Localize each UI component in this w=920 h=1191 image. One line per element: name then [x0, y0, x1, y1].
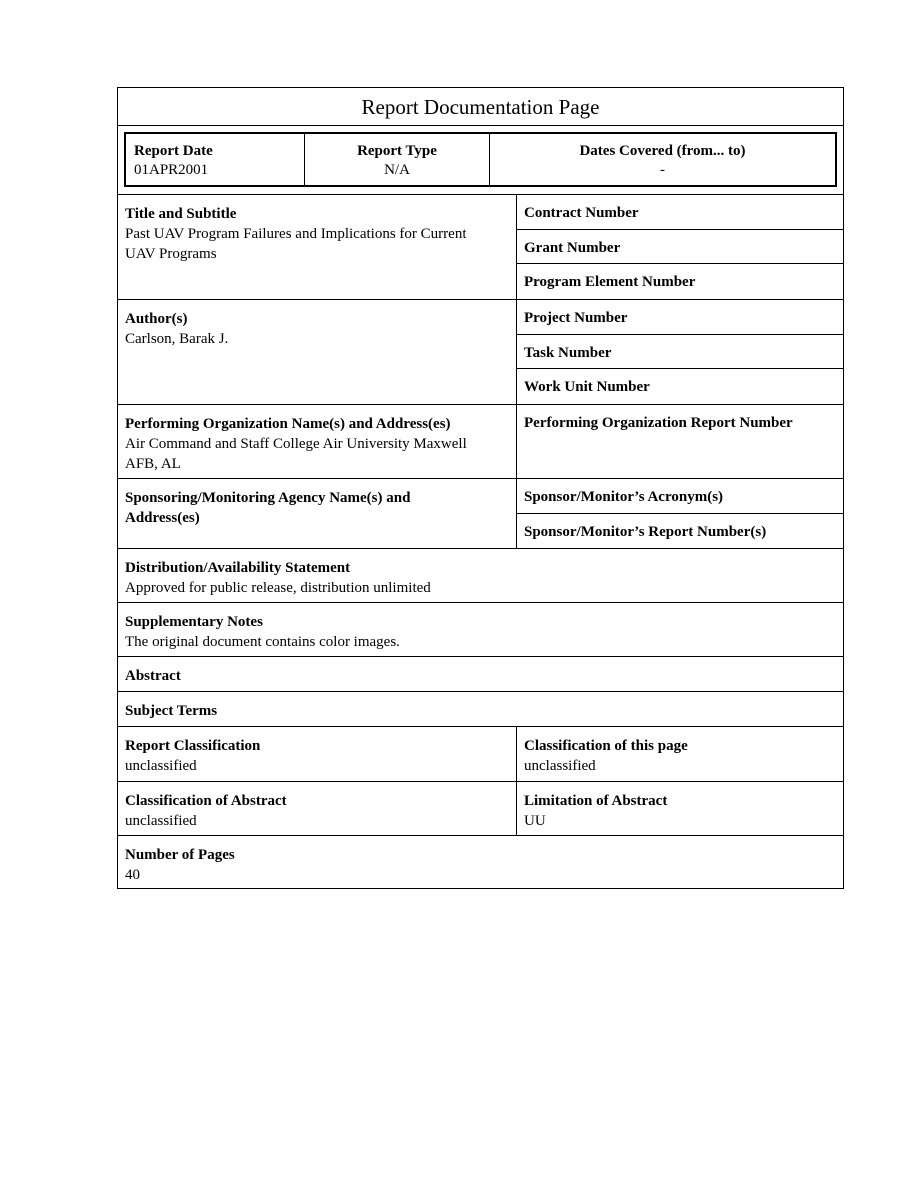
subject-terms-section: [118, 692, 843, 727]
performing-org-label: Performing Organization Name(s) and Address(es): [125, 416, 451, 432]
page-classification-cell: [517, 727, 843, 781]
contract-numbers-column: [517, 195, 843, 299]
abstract-classification-section: [118, 782, 843, 836]
limitation-of-abstract-label: Limitation of Abstract: [524, 793, 668, 809]
title-section: [118, 195, 843, 300]
limitation-of-abstract-value: UU: [524, 813, 546, 829]
performing-org-report-number-label: Performing Organization Report Number: [524, 415, 793, 431]
number-of-pages-value: 40: [125, 867, 140, 883]
supplementary-cell: [118, 603, 843, 656]
sponsoring-agency-section: [118, 479, 843, 549]
title-subtitle-value-line1: Past UAV Program Failures and Implications for Current: [125, 226, 467, 242]
report-classification-value: unclassified: [125, 758, 197, 774]
authors-value: Carlson, Barak J.: [125, 331, 229, 347]
form-title: Report Documentation Page: [118, 88, 843, 126]
distribution-label: Distribution/Availability Statement: [125, 560, 351, 576]
report-type-value: N/A: [384, 162, 410, 178]
performing-org-report-column: [517, 405, 843, 478]
supplementary-section: [118, 603, 843, 657]
number-of-pages-cell: [118, 836, 843, 889]
sponsor-acronym-label: Sponsor/Monitor’s Acronym(s): [517, 479, 843, 514]
report-classification-cell: [118, 727, 517, 781]
dates-covered-label: Dates Covered (from... to): [579, 143, 746, 159]
performing-org-section: [118, 405, 843, 479]
contract-number-label: Contract Number: [517, 195, 843, 230]
authors-label: Author(s): [125, 311, 188, 327]
dates-covered-cell: [489, 134, 835, 185]
supplementary-label: Supplementary Notes: [125, 614, 263, 630]
authors-cell: [118, 300, 517, 404]
distribution-section: [118, 549, 843, 603]
performing-org-cell: [118, 405, 517, 478]
title-subtitle-value-line2: UAV Programs: [125, 246, 217, 262]
abstract-classification-cell: [118, 782, 517, 835]
sponsoring-agency-label-line2: Address(es): [125, 510, 200, 526]
sponsor-numbers-column: [517, 479, 843, 548]
author-section: [118, 300, 843, 405]
grant-number-label: Grant Number: [517, 230, 843, 265]
abstract-label: Abstract: [125, 668, 181, 684]
sponsoring-agency-cell: [118, 479, 517, 548]
performing-org-value-line2: AFB, AL: [125, 456, 181, 472]
classification-section: [118, 727, 843, 782]
report-classification-label: Report Classification: [125, 738, 261, 754]
program-element-number-label: Program Element Number: [524, 274, 696, 291]
abstract-section: [118, 657, 843, 692]
page-classification-value: unclassified: [524, 758, 596, 774]
report-date-value: 01APR2001: [134, 162, 209, 178]
report-type-label: Report Type: [357, 143, 437, 159]
abstract-classification-label: Classification of Abstract: [125, 793, 287, 809]
supplementary-value: The original document contains color images.: [125, 634, 400, 650]
work-unit-number-label: Work Unit Number: [524, 379, 650, 396]
project-number-label: Project Number: [517, 300, 843, 335]
subject-terms-label: Subject Terms: [125, 703, 218, 719]
report-summary-box: [124, 132, 837, 187]
limitation-of-abstract-cell: [517, 782, 843, 835]
report-summary-section: [118, 126, 843, 195]
sponsoring-agency-label-line1: Sponsoring/Monitoring Agency Name(s) and: [125, 490, 411, 506]
distribution-cell: [118, 549, 843, 602]
distribution-value: Approved for public release, distribution unlimited: [125, 580, 431, 596]
report-documentation-form: [117, 87, 844, 889]
sponsor-report-number-label: Sponsor/Monitor’s Report Number(s): [524, 523, 767, 540]
project-numbers-column: [517, 300, 843, 404]
title-subtitle-label: Title and Subtitle: [125, 206, 237, 222]
abstract-classification-value: unclassified: [125, 813, 197, 829]
number-of-pages-label: Number of Pages: [125, 847, 235, 863]
number-of-pages-section: [118, 836, 843, 889]
title-subtitle-cell: [118, 195, 517, 299]
performing-org-value-line1: Air Command and Staff College Air University Maxwell: [125, 436, 467, 452]
report-date-label: Report Date: [134, 143, 213, 159]
dates-covered-value: -: [660, 162, 665, 178]
report-date-cell: [126, 134, 304, 185]
report-type-cell: [304, 134, 489, 185]
page-classification-label: Classification of this page: [524, 738, 688, 754]
task-number-label: Task Number: [517, 335, 843, 370]
